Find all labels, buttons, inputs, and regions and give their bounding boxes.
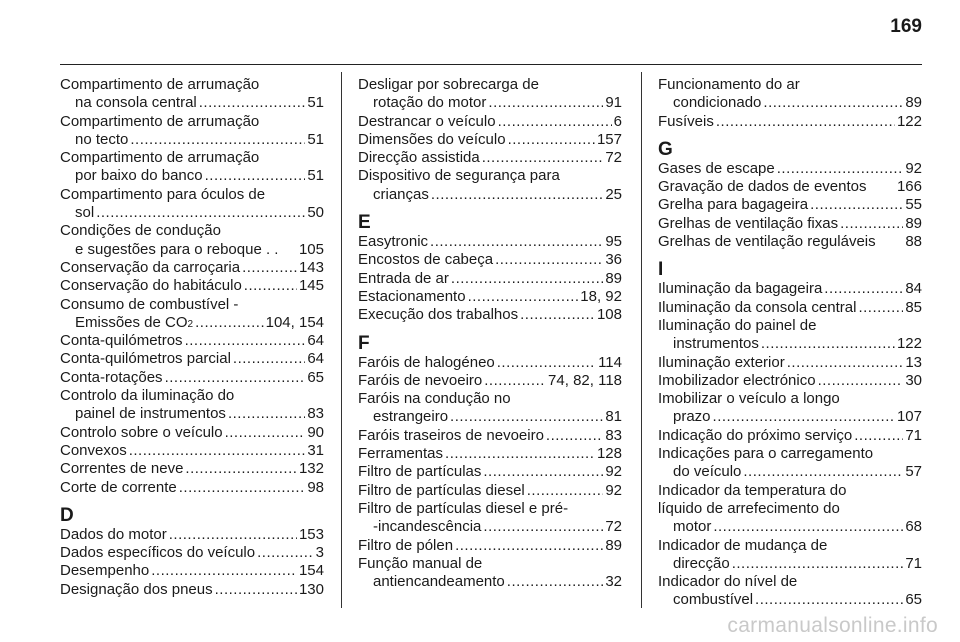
dot-leader: [215, 581, 297, 599]
index-entry-text: no tecto: [75, 130, 129, 148]
column-separator: [341, 72, 342, 608]
dot-leader: [244, 277, 297, 295]
dot-leader: [787, 354, 904, 372]
index-entry-text: Grelha para bagageira: [658, 196, 809, 214]
page-reference: 90: [307, 423, 324, 441]
index-letter-heading: G: [658, 138, 673, 160]
index-entry-text: e sugestões para o reboque . .: [75, 240, 279, 258]
index-entry: [358, 233, 622, 251]
index-entry: [658, 215, 922, 233]
index-entry-text: Gravação de dados de eventos: [658, 178, 867, 196]
page-number: 169: [890, 16, 922, 37]
index-entry-text: Grelhas de ventilação fixas: [658, 214, 839, 232]
index-entry-text: Conta-rotações: [60, 368, 163, 386]
index-entry-text: Desempenho: [60, 562, 150, 580]
index-entry: [60, 186, 324, 223]
page-reference: 89: [905, 214, 922, 232]
dot-leader: [484, 372, 546, 390]
index-entry: [60, 277, 324, 295]
page-reference: 65: [905, 591, 922, 609]
index-entry: [60, 259, 324, 277]
index-entry-text: Faróis na condução no: [358, 390, 511, 408]
index-letter-heading: I: [658, 259, 664, 281]
index-entry-text: motor: [673, 518, 712, 536]
index-entry: [60, 332, 324, 350]
dot-leader: [242, 259, 297, 277]
dot-leader: [520, 306, 595, 324]
page-reference: 98: [307, 478, 324, 496]
dot-leader: [450, 408, 603, 426]
page-reference: 108: [596, 306, 622, 324]
index-entry: [60, 526, 324, 544]
index-entry: [658, 354, 922, 372]
dot-leader: [546, 427, 603, 445]
page-reference: 85: [905, 298, 922, 316]
dot-leader: [431, 186, 603, 204]
index-entry: [358, 390, 622, 427]
index-entry-text: Compartimento de arrumação: [60, 112, 260, 130]
index-entry-text: Filtro de partículas diesel: [358, 481, 525, 499]
dot-leader: [199, 94, 306, 112]
dot-leader: [818, 372, 904, 390]
page-reference: 84: [905, 280, 922, 298]
dot-leader: [151, 562, 297, 580]
page-reference: 114: [598, 353, 622, 371]
page-reference: 132: [298, 460, 324, 478]
index-entry: [658, 196, 922, 214]
index-entry: [658, 317, 922, 354]
index-entry: [658, 537, 922, 574]
index-entry-text: Dispositivo de segurança para: [358, 167, 560, 185]
dot-leader: [205, 167, 306, 185]
page-reference: 18, 92: [580, 287, 622, 305]
page-reference: 30: [905, 371, 922, 389]
index-entry: [658, 427, 922, 445]
dot-leader: [507, 573, 604, 591]
index-entry-text: Ferramentas: [358, 445, 444, 463]
page-reference: 157: [596, 130, 622, 148]
dot-leader: [497, 354, 596, 372]
dot-leader: [743, 463, 903, 481]
index-entry: [658, 280, 922, 298]
index-entry: [60, 222, 324, 259]
index-entry-text: painel de instrumentos: [75, 405, 226, 423]
index-entry: [60, 562, 324, 580]
page-reference: 130: [298, 580, 324, 598]
index-entry: [358, 537, 622, 555]
index-entry: [60, 76, 324, 113]
dot-leader: [732, 555, 904, 573]
page-reference: 32: [605, 573, 622, 591]
index-entry-text: Grelhas de ventilação reguláveis: [658, 233, 876, 251]
index-entry-text: Conservação da carroçaria: [60, 258, 241, 276]
page-reference: 92: [605, 463, 622, 481]
dot-leader: [468, 288, 579, 306]
page-reference: 166: [896, 178, 922, 196]
index-entry: [358, 427, 622, 445]
index-entry: [658, 113, 922, 131]
index-entry: [358, 131, 622, 149]
index-entry: [60, 369, 324, 387]
index-entry: [358, 288, 622, 306]
index-entry-text: Dados do motor: [60, 525, 167, 543]
page-reference: 64: [307, 332, 324, 350]
index-entry: [358, 306, 622, 324]
page-reference: 51: [307, 130, 324, 148]
index-entry-text: Controlo sobre o veículo: [60, 423, 223, 441]
page-reference: 74, 82, 118: [548, 371, 622, 389]
dot-leader: [483, 518, 603, 536]
page-reference: 91: [605, 94, 622, 112]
page-reference: 105: [298, 240, 324, 258]
index-entry: [60, 544, 324, 562]
page-reference: 71: [905, 554, 922, 572]
page-reference: 128: [596, 445, 622, 463]
index-entry-text: antiencandeamento: [373, 573, 505, 591]
index-entry-text: na consola central: [75, 94, 197, 112]
index-entry-text: Iluminação da bagageira: [658, 280, 823, 298]
page-reference: 72: [605, 518, 622, 536]
page-reference: 64: [307, 350, 324, 368]
dot-leader: [165, 369, 306, 387]
dot-leader: [824, 280, 903, 298]
index-entry-text: Imobilizar o veículo a longo: [658, 390, 840, 408]
page-reference: 104, 154: [265, 313, 324, 331]
page-reference: 122: [896, 112, 922, 130]
page-reference: 51: [307, 167, 324, 185]
dot-leader: [761, 335, 895, 353]
dot-leader: [257, 544, 314, 562]
index-entry: [358, 482, 622, 500]
index-entry-text: Estacionamento: [358, 287, 466, 305]
index-column-3: [658, 76, 922, 610]
page-reference: 154: [298, 562, 324, 580]
index-entry-text: Conservação do habitáculo: [60, 277, 242, 295]
dot-leader: [451, 270, 603, 288]
dot-leader: [225, 424, 306, 442]
index-entry-text: por baixo do banco: [75, 167, 203, 185]
dot-leader: [755, 591, 903, 609]
index-entry-text: Correntes de neve: [60, 460, 184, 478]
dot-leader: [508, 131, 595, 149]
dot-leader: [445, 445, 595, 463]
page-reference: 83: [605, 426, 622, 444]
dot-leader: [455, 537, 603, 555]
index-entry: [358, 270, 622, 288]
index-entry: [658, 482, 922, 537]
dot-leader: [763, 94, 903, 112]
index-letter-heading: D: [60, 504, 74, 526]
index-entry-text: Iluminação exterior: [658, 353, 785, 371]
index-entry-text: Controlo da iluminação do: [60, 387, 235, 405]
index-entry: [60, 113, 324, 150]
index-entry-text: Indicações para o carregamento: [658, 445, 874, 463]
page-reference: 13: [905, 353, 922, 371]
page-reference: 71: [905, 426, 922, 444]
index-entry: [358, 500, 622, 537]
index-entry-text: Convexos: [60, 441, 127, 459]
index-entry: [658, 233, 922, 251]
index-entry-text: líquido de arrefecimento do: [658, 499, 840, 517]
page-reference: 83: [307, 405, 324, 423]
page-reference: 95: [605, 233, 622, 251]
index-entry: [358, 555, 622, 592]
dot-leader: [840, 215, 903, 233]
index-entry: [658, 445, 922, 482]
index-entry-text: combustível: [673, 591, 754, 609]
page-reference: 72: [605, 149, 622, 167]
index-entry-text: Faróis traseiros de nevoeiro: [358, 426, 544, 444]
header-rule: [60, 64, 922, 65]
index-entry: [658, 390, 922, 427]
index-entry-text: Função manual de: [358, 554, 483, 572]
page-reference: 36: [605, 251, 622, 269]
index-entry-text: Filtro de partículas diesel e pré-: [358, 499, 569, 517]
page-reference: 143: [298, 258, 324, 276]
index-entry-text: Encostos de cabeça: [358, 251, 494, 269]
dot-leader: [185, 460, 297, 478]
index-entry-text: Filtro de partículas: [358, 463, 482, 481]
index-entry-text: Conta-quilómetros parcial: [60, 350, 231, 368]
dot-leader: [169, 526, 297, 544]
dot-leader: [179, 479, 306, 497]
index-entry-text: estrangeiro: [373, 408, 449, 426]
index-entry: [60, 387, 324, 424]
column-separator: [641, 72, 642, 608]
index-column-2: [358, 76, 622, 591]
page-reference: 153: [298, 525, 324, 543]
page-reference: 68: [905, 518, 922, 536]
page-reference: 81: [605, 408, 622, 426]
page-reference: 25: [605, 185, 622, 203]
index-entry-text: Desligar por sobrecarga de: [358, 76, 539, 93]
index-entry-text: prazo: [673, 408, 711, 426]
page-reference: 89: [905, 94, 922, 112]
watermark: carmanualsonline.info: [727, 614, 938, 637]
index-entry: [658, 76, 922, 113]
page-reference: 31: [307, 441, 324, 459]
dot-leader: [430, 233, 603, 251]
index-entry-text: rotação do motor: [373, 94, 487, 112]
index-entry-text: instrumentos: [673, 335, 759, 353]
dot-leader: [488, 94, 603, 112]
index-entry: [358, 76, 622, 113]
index-entry: [358, 167, 622, 204]
index-entry-text: Faróis de halogéneo: [358, 353, 495, 371]
index-entry-text: Iluminação da consola central: [658, 298, 857, 316]
index-entry: [658, 178, 922, 196]
dot-leader: [228, 405, 305, 423]
index-entry-text: Consumo de combustível -: [60, 295, 239, 313]
page-reference: 55: [905, 196, 922, 214]
index-entry-text: Dados específicos do veículo: [60, 544, 256, 562]
index-entry: [60, 350, 324, 368]
index-entry-text: Filtro de pólen: [358, 536, 454, 554]
index-entry-text: Entrada de ar: [358, 269, 449, 287]
index-entry: [60, 442, 324, 460]
dot-leader: [498, 113, 612, 131]
dot-leader: [713, 408, 895, 426]
page-reference: 6: [613, 112, 622, 130]
index-entry: Consumo de combustível - Emissões de CO 2 ..... 104, 154: [60, 296, 324, 333]
page-reference: 145: [298, 277, 324, 295]
index-entry-text: crianças: [373, 185, 429, 203]
index-entry: [60, 424, 324, 442]
index-entry-text: Execução dos trabalhos: [358, 306, 519, 324]
dot-leader: [96, 204, 305, 222]
page-reference: 107: [896, 408, 922, 426]
index-entry-text: condicionado: [673, 94, 762, 112]
index-entry: [60, 460, 324, 478]
index-letter-heading: F: [358, 332, 370, 354]
index-entry-text: Fusíveis: [658, 112, 714, 130]
index-entry-text: Faróis de nevoeiro: [358, 371, 483, 389]
index-entry-text: Easytronic: [358, 233, 429, 251]
index-entry-text: Compartimento de arrumação: [60, 76, 260, 93]
index-entry: [358, 445, 622, 463]
index-entry-text: Condições de condução: [60, 222, 221, 240]
page-reference: 122: [896, 335, 922, 353]
page-reference: 50: [307, 204, 324, 222]
dot-leader: [716, 113, 895, 131]
page-reference: 3: [315, 544, 324, 562]
index-column-1: [60, 76, 324, 599]
index-entry-text: Indicador de mudança de: [658, 536, 828, 554]
index-entry-text: Gases de escape: [658, 159, 775, 177]
index-entry-text: Compartimento de arrumação: [60, 149, 260, 167]
dot-leader: [713, 518, 903, 536]
index-entry-text: Indicação do próximo serviço: [658, 426, 853, 444]
page-reference: 92: [605, 481, 622, 499]
page-reference: 57: [905, 463, 922, 481]
index-entry-text: do veículo: [673, 463, 742, 481]
index-entry: [658, 299, 922, 317]
index-entry: [358, 149, 622, 167]
index-entry-text: Conta-quilómetros: [60, 332, 183, 350]
page-reference: 92: [905, 159, 922, 177]
index-entry-text: Iluminação do painel de: [658, 316, 817, 334]
index-entry-text: -incandescência: [373, 518, 482, 536]
index-entry-text: sol: [75, 204, 95, 222]
index-entry-text: Corte de corrente: [60, 478, 177, 496]
dot-leader: [854, 427, 903, 445]
index-entry-text: Designação dos pneus: [60, 580, 213, 598]
index-letter-heading: E: [358, 212, 371, 234]
dot-leader: [495, 251, 603, 269]
dot-leader: [810, 196, 903, 214]
index-entry: [358, 251, 622, 269]
dot-leader: [777, 160, 904, 178]
index-entry: [358, 372, 622, 390]
dot-leader: [527, 482, 604, 500]
index-entry-text: Emissões de CO: [75, 313, 188, 331]
dot-leader: [483, 463, 603, 481]
index-entry: [60, 479, 324, 497]
dot-leader: [130, 131, 305, 149]
index-entry-text: Destrancar o veículo: [358, 112, 496, 130]
index-entry-text: Funcionamento do ar: [658, 76, 800, 93]
dot-leader: [195, 314, 264, 332]
page-reference: 89: [605, 269, 622, 287]
index-entry: [358, 113, 622, 131]
index-entry: [60, 149, 324, 186]
dot-leader: [233, 350, 305, 368]
index-entry: [658, 573, 922, 610]
index-entry: [658, 372, 922, 390]
index-entry-text: Dimensões do veículo: [358, 130, 506, 148]
index-entry: [358, 354, 622, 372]
page-reference: 51: [307, 94, 324, 112]
dot-leader: [129, 442, 306, 460]
index-entry-text: Indicador da temperatura do: [658, 481, 847, 499]
index-entry: [658, 160, 922, 178]
dot-leader: [858, 299, 903, 317]
dot-leader: [185, 332, 306, 350]
index-entry-text: Direcção assistida: [358, 149, 480, 167]
page-reference: 88: [905, 233, 922, 251]
index-entry-text: direcção: [673, 554, 730, 572]
index-entry: [358, 463, 622, 481]
page-reference: 65: [307, 368, 324, 386]
index-entry: [60, 581, 324, 599]
index-entry-text: Imobilizador electrónico: [658, 371, 816, 389]
index-entry-text: Compartimento para óculos de: [60, 185, 266, 203]
index-entry-text: Indicador do nível de: [658, 573, 798, 591]
page-reference: 89: [605, 536, 622, 554]
dot-leader: [482, 149, 604, 167]
